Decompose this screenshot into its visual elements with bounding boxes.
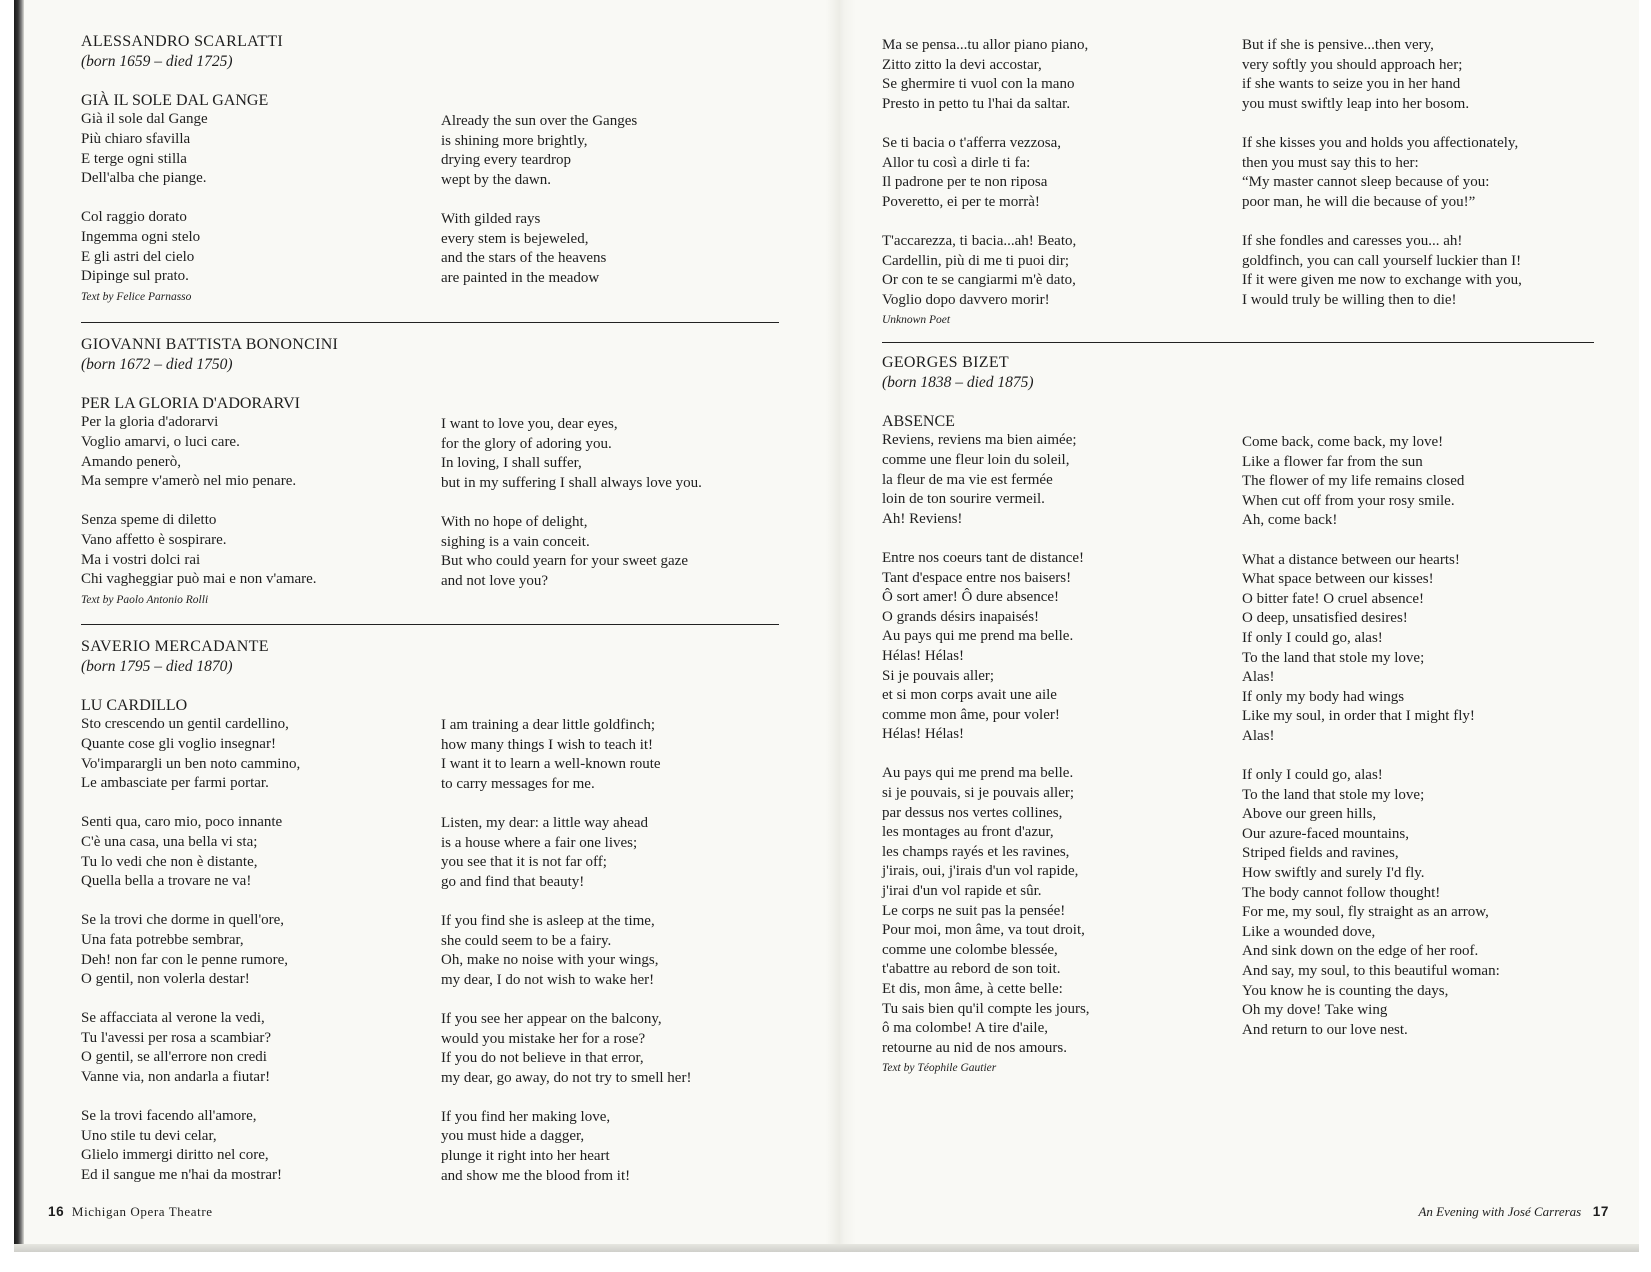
translation-line: Alas! bbox=[1242, 727, 1275, 744]
translation-line: If only I could go, alas! bbox=[1242, 767, 1383, 784]
composer-name: SAVERIO MERCADANTE bbox=[81, 638, 269, 655]
lyric-line: Tu lo vedi che non è distante, bbox=[81, 853, 258, 870]
lyric-line: Senti qua, caro mio, poco innante bbox=[81, 814, 283, 831]
composer-dates: (born 1659 – died 1725) bbox=[81, 52, 233, 70]
lyric-line: Ma sempre v'amerò nel mio penare. bbox=[81, 473, 297, 490]
translation-line: Oh my dove! Take wing bbox=[1242, 1002, 1388, 1019]
lyric-line: Amando penerò, bbox=[81, 453, 181, 470]
lyric-line: Entre nos coeurs tant de distance! bbox=[882, 549, 1085, 566]
lyric-line: Au pays qui me prend ma belle. bbox=[882, 628, 1074, 645]
translation-line: but in my suffering I shall always love you. bbox=[441, 474, 702, 491]
lyric-line: Reviens, reviens ma bien aimée; bbox=[882, 432, 1077, 449]
bizet-section bbox=[882, 353, 1090, 1079]
lyric-line: Ah! Reviens! bbox=[882, 510, 963, 527]
lyric-line: Le corps ne suit pas la pensée! bbox=[882, 902, 1066, 919]
lyric-line: Dell'alba che piange. bbox=[81, 170, 207, 187]
bononcini-translation bbox=[441, 415, 702, 591]
lyric-line: Se ti bacia o t'afferra vezzosa, bbox=[882, 134, 1061, 151]
composer-name: ALESSANDRO SCARLATTI bbox=[81, 33, 284, 50]
translation-line: Like a flower far from the sun bbox=[1242, 453, 1423, 470]
translation-line: then you must say this to her: bbox=[1242, 154, 1419, 171]
mercadante-section bbox=[81, 637, 300, 1186]
lyric-line: Et dis, mon âme, à cette belle: bbox=[882, 981, 1063, 997]
lyric-line: les montages au front d'azur, bbox=[882, 824, 1054, 841]
translation-line: Come back, come back, my love! bbox=[1242, 434, 1444, 450]
lyric-line: Uno stile tu devi celar, bbox=[81, 1127, 217, 1144]
lyric-line: Vo'imparargli un ben noto cammino, bbox=[81, 755, 301, 772]
translation-line: If only I could go, alas! bbox=[1242, 629, 1383, 646]
lyric-line: Zitto zitto la devi accostar, bbox=[882, 56, 1042, 73]
program-spread bbox=[14, 0, 1639, 1252]
translation-line: In loving, I shall suffer, bbox=[441, 455, 582, 472]
lyric-line: Ingemma ogni stelo bbox=[81, 228, 201, 245]
cardillo-continued-original bbox=[882, 36, 1088, 331]
lyric-line: Vanne via, non andarla a fiutar! bbox=[81, 1069, 271, 1086]
text-credit: Text by Téophile Gautier bbox=[882, 1062, 997, 1075]
translation-line: And return to our love nest. bbox=[1242, 1021, 1408, 1038]
translation-line: Like my soul, in order that I might fly! bbox=[1242, 708, 1475, 725]
translation-line: is shining more brightly, bbox=[441, 132, 588, 149]
lyric-line: par dessus nos vertes collines, bbox=[882, 804, 1063, 821]
translation-line: If you find she is asleep at the time, bbox=[441, 912, 655, 929]
translation-line: wept by the dawn. bbox=[441, 171, 551, 188]
original-lyrics bbox=[81, 413, 338, 589]
translation-line: you see that it is not far off; bbox=[441, 854, 607, 871]
bizet-translation bbox=[1242, 433, 1500, 1040]
translation-line: Like a wounded dove, bbox=[1242, 923, 1376, 940]
composer-name: GIOVANNI BATTISTA BONONCINI bbox=[81, 336, 339, 353]
right-page-footer bbox=[1418, 1204, 1609, 1220]
translation-line: If she kisses you and holds you affectionately, bbox=[1242, 134, 1519, 151]
lyric-line: Or con te se cangiarmi m'è dato, bbox=[882, 272, 1076, 289]
translation-line: for the glory of adoring you. bbox=[441, 435, 612, 452]
mercadante-translation bbox=[441, 716, 691, 1186]
lyric-line: Se affacciata al verone la vedi, bbox=[81, 1010, 265, 1027]
translation-line: Listen, my dear: a little way ahead bbox=[441, 814, 649, 831]
song-title: ABSENCE bbox=[882, 412, 955, 430]
translation-line: If you see her appear on the balcony, bbox=[441, 1010, 662, 1027]
song-title: LU CARDILLO bbox=[81, 696, 188, 714]
lyric-line: Se la trovi facendo all'amore, bbox=[81, 1108, 257, 1125]
left-page-footer bbox=[48, 1204, 213, 1220]
lyric-line: O gentil, non volerla destar! bbox=[81, 971, 250, 988]
lyric-line: Deh! non far con le penne rumore, bbox=[81, 951, 288, 968]
text-credit: Unknown Poet bbox=[882, 314, 951, 327]
text-credit: Text by Felice Parnasso bbox=[81, 290, 192, 303]
lyric-line: Già il sole dal Gange bbox=[81, 111, 208, 128]
translation-line: For me, my soul, fly straight as an arrow, bbox=[1242, 904, 1489, 921]
translation-line: Alas! bbox=[1242, 669, 1275, 686]
translation-line: I am training a dear little goldfinch; bbox=[441, 717, 656, 733]
translation-line: and show me the blood from it! bbox=[441, 1167, 631, 1184]
footer-text: An Evening with José Carreras bbox=[1418, 1204, 1582, 1219]
translation-line: With gilded rays bbox=[441, 210, 541, 227]
page-bottom-edge bbox=[14, 1244, 1639, 1252]
original-lyrics bbox=[81, 715, 300, 1185]
translation-line: “My master cannot sleep because of you: bbox=[1242, 174, 1490, 191]
lyric-line: Cardellin, più di me ti puoi dir; bbox=[882, 252, 1070, 269]
scarlatti-section bbox=[81, 32, 283, 307]
footer-text: Michigan Opera Theatre bbox=[71, 1204, 213, 1219]
lyric-line: Ed il sangue me n'hai da mostrar! bbox=[81, 1167, 282, 1184]
translation-line: every stem is bejeweled, bbox=[441, 230, 589, 247]
translation-line: O bitter fate! O cruel absence! bbox=[1242, 590, 1424, 607]
translation-line: would you mistake her for a rose? bbox=[441, 1030, 646, 1047]
translation-line: The flower of my life remains closed bbox=[1242, 473, 1465, 490]
translation-line: drying every teardrop bbox=[441, 152, 571, 169]
translation-line: With no hope of delight, bbox=[441, 513, 588, 530]
lyric-line: Una fata potrebbe sembrar, bbox=[81, 931, 244, 948]
song-title: GIÀ IL SOLE DAL GANGE bbox=[81, 91, 269, 109]
translation-line: you must swiftly leap into her bosom. bbox=[1242, 95, 1470, 112]
lyric-line: Tu sais bien qu'il compte les jours, bbox=[882, 1000, 1090, 1017]
lyric-line: Ô sort amer! Ô dure absence! bbox=[882, 589, 1060, 606]
translation-line: Oh, make no noise with your wings, bbox=[441, 952, 659, 969]
translation-line: how many things I wish to teach it! bbox=[441, 736, 654, 753]
translation-line: What space between our kisses! bbox=[1242, 571, 1434, 588]
lyric-line: si je pouvais, si je pouvais aller; bbox=[882, 785, 1075, 802]
page-number: 16 bbox=[48, 1204, 65, 1219]
translation-line: You know he is counting the days, bbox=[1242, 982, 1449, 999]
composer-dates: (born 1672 – died 1750) bbox=[81, 355, 233, 373]
translation-line: poor man, he will die because of you!” bbox=[1242, 193, 1476, 210]
lyric-line: Hélas! Hélas! bbox=[882, 726, 965, 743]
lyric-line: Hélas! Hélas! bbox=[882, 647, 965, 664]
cardillo-continued-translation bbox=[1242, 36, 1522, 310]
lyric-line: O grands désirs inapaisés! bbox=[882, 608, 1040, 625]
composer-dates: (born 1795 – died 1870) bbox=[81, 657, 233, 675]
lyric-line: Tant d'espace entre nos baisers! bbox=[882, 569, 1072, 586]
lyric-line: comme une colombe blessée, bbox=[882, 941, 1058, 958]
lyric-line: Presto in petto tu l'hai da saltar. bbox=[882, 95, 1071, 112]
translation-line: she could seem to be a fairy. bbox=[441, 932, 612, 949]
translation-line: and the stars of the heavens bbox=[441, 250, 607, 267]
translation-line: you must hide a dagger, bbox=[441, 1128, 585, 1145]
lyric-line: la fleur de ma vie est fermée bbox=[882, 471, 1053, 488]
lyric-line: Vano affetto è sospirare. bbox=[81, 531, 227, 548]
translation-line: Already the sun over the Ganges bbox=[441, 113, 638, 129]
lyric-line: Se la trovi che dorme in quell'ore, bbox=[81, 912, 285, 929]
lyric-line: retourne au nid de nos amours. bbox=[882, 1039, 1067, 1056]
section-divider bbox=[882, 342, 1594, 343]
original-lyrics bbox=[882, 431, 1090, 1058]
translation-line: and not love you? bbox=[441, 572, 549, 589]
translation-line: Our azure-faced mountains, bbox=[1242, 825, 1410, 842]
translation-line: If it were given me now to exchange with you, bbox=[1242, 272, 1522, 289]
translation-line: O deep, unsatisfied desires! bbox=[1242, 610, 1408, 627]
translation-line: Above our green hills, bbox=[1242, 806, 1377, 823]
translation-line: But if she is pensive...then very, bbox=[1242, 37, 1434, 53]
lyric-line: j'irai d'un vol rapide et sûr. bbox=[882, 883, 1042, 900]
lyric-line: E gli astri del cielo bbox=[81, 248, 195, 265]
lyric-line: les champs rayés et les ravines, bbox=[882, 843, 1070, 860]
translation-line: to carry messages for me. bbox=[441, 775, 595, 792]
lyric-line: Sto crescendo un gentil cardellino, bbox=[81, 716, 289, 733]
bononcini-section bbox=[81, 335, 338, 610]
lyric-line: Quella bella a trovare ne va! bbox=[81, 873, 252, 890]
lyric-line: et si mon corps avait une aile bbox=[882, 687, 1057, 704]
center-gutter bbox=[826, 0, 856, 1252]
translation-line: Ah, come back! bbox=[1242, 512, 1338, 529]
translation-line: if she wants to seize you in her hand bbox=[1242, 76, 1461, 93]
page-number: 17 bbox=[1592, 1204, 1609, 1219]
composer-name: GEORGES BIZET bbox=[882, 354, 1010, 371]
lyric-line: Chi vagheggiar può mai e non v'amare. bbox=[81, 571, 317, 588]
song-title: PER LA GLORIA D'ADORARVI bbox=[81, 394, 300, 412]
text-credit: Text by Paolo Antonio Rolli bbox=[81, 593, 209, 606]
translation-line: Striped fields and ravines, bbox=[1242, 845, 1399, 862]
translation-line: What a distance between our hearts! bbox=[1242, 551, 1460, 568]
translation-line: If she fondles and caresses you... ah! bbox=[1242, 232, 1463, 249]
translation-line: To the land that stole my love; bbox=[1242, 649, 1425, 666]
translation-line: are painted in the meadow bbox=[441, 269, 600, 286]
translation-line: go and find that beauty! bbox=[441, 873, 585, 890]
translation-line: goldfinch, you can call yourself luckier than I! bbox=[1242, 252, 1522, 269]
translation-line: The body cannot follow thought! bbox=[1242, 884, 1441, 901]
lyric-line: Ma i vostri dolci rai bbox=[81, 551, 201, 568]
translation-line: I would truly be willing then to die! bbox=[1242, 291, 1457, 308]
binding-edge bbox=[14, 0, 24, 1252]
translation-line: But who could yearn for your sweet gaze bbox=[441, 553, 689, 570]
lyric-line: Senza speme di diletto bbox=[81, 512, 217, 529]
original-lyrics bbox=[81, 110, 283, 286]
translation-line: my dear, go away, do not try to smell her! bbox=[441, 1069, 692, 1086]
lyric-line: E terge ogni stilla bbox=[81, 150, 187, 167]
lyric-line: Voglio amarvi, o luci care. bbox=[81, 433, 240, 450]
lyric-line: Poveretto, ei per te morrà! bbox=[882, 193, 1040, 210]
lyric-line: T'accarezza, ti bacia...ah! Beato, bbox=[882, 232, 1077, 249]
lyric-line: Allor tu così a dirle ti fa: bbox=[882, 154, 1031, 171]
translation-line: And sink down on the edge of her roof. bbox=[1242, 943, 1479, 960]
translation-line: If you do not believe in that error, bbox=[441, 1050, 644, 1067]
lyric-line: Voglio dopo davvero morir! bbox=[882, 291, 1050, 308]
lyric-line: Più chiaro sfavilla bbox=[81, 130, 191, 147]
translation-line: How swiftly and surely I'd fly. bbox=[1242, 865, 1425, 882]
lyric-line: Ma se pensa...tu allor piano piano, bbox=[882, 37, 1089, 53]
lyric-line: comme mon âme, pour voler! bbox=[882, 706, 1060, 723]
lyric-line: j'irais, oui, j'irais d'un vol rapide, bbox=[882, 863, 1079, 880]
lyric-line: Tu l'avessi per rosa a scambiar? bbox=[81, 1029, 272, 1046]
translation-line: is a house where a fair one lives; bbox=[441, 834, 638, 851]
lyric-line: Au pays qui me prend ma belle. bbox=[882, 765, 1074, 782]
section-divider bbox=[81, 322, 779, 323]
lyric-line: C'è una casa, una bella vi sta; bbox=[81, 833, 258, 850]
lyric-line: t'abattre au rebord de son toit. bbox=[882, 961, 1061, 978]
lyric-line: loin de ton sourire vermeil. bbox=[882, 491, 1045, 508]
lyric-line: Le ambasciate per farmi portar. bbox=[81, 775, 269, 792]
lyric-line: comme une fleur loin du soleil, bbox=[882, 451, 1070, 468]
translation-line: plunge it right into her heart bbox=[441, 1148, 610, 1165]
lyric-line: Il padrone per te non riposa bbox=[882, 174, 1048, 191]
translation-line: I want to love you, dear eyes, bbox=[441, 416, 618, 432]
lyric-line: Se ghermire ti vuol con la mano bbox=[882, 76, 1075, 93]
lyric-line: Dipinge sul prato. bbox=[81, 268, 189, 285]
lyric-line: ô ma colombe! A tire d'aile, bbox=[882, 1020, 1048, 1037]
lyric-line: Quante cose gli voglio insegnar! bbox=[81, 735, 276, 752]
lyric-line: Col raggio dorato bbox=[81, 209, 187, 226]
lyric-line: Glielo immergi diritto nel core, bbox=[81, 1147, 269, 1164]
translation-line: sighing is a vain conceit. bbox=[441, 533, 590, 550]
translation-line: And say, my soul, to this beautiful woman: bbox=[1242, 963, 1500, 980]
lyric-line: Per la gloria d'adorarvi bbox=[81, 414, 219, 431]
lyric-line: Pour moi, mon âme, va tout droit, bbox=[882, 922, 1085, 939]
section-divider bbox=[81, 624, 779, 625]
scarlatti-translation bbox=[441, 112, 637, 288]
translation-line: If only my body had wings bbox=[1242, 688, 1405, 705]
lyric-line: O gentil, se all'errore non credi bbox=[81, 1049, 267, 1066]
translation-line: When cut off from your rosy smile. bbox=[1242, 492, 1455, 509]
translation-line: To the land that stole my love; bbox=[1242, 786, 1425, 803]
translation-line: my dear, I do not wish to wake her! bbox=[441, 971, 655, 988]
translation-line: I want it to learn a well-known route bbox=[441, 756, 661, 773]
composer-dates: (born 1838 – died 1875) bbox=[882, 373, 1034, 391]
lyric-line: Si je pouvais aller; bbox=[882, 667, 995, 684]
translation-line: very softly you should approach her; bbox=[1242, 56, 1463, 73]
translation-line: If you find her making love, bbox=[441, 1108, 611, 1125]
